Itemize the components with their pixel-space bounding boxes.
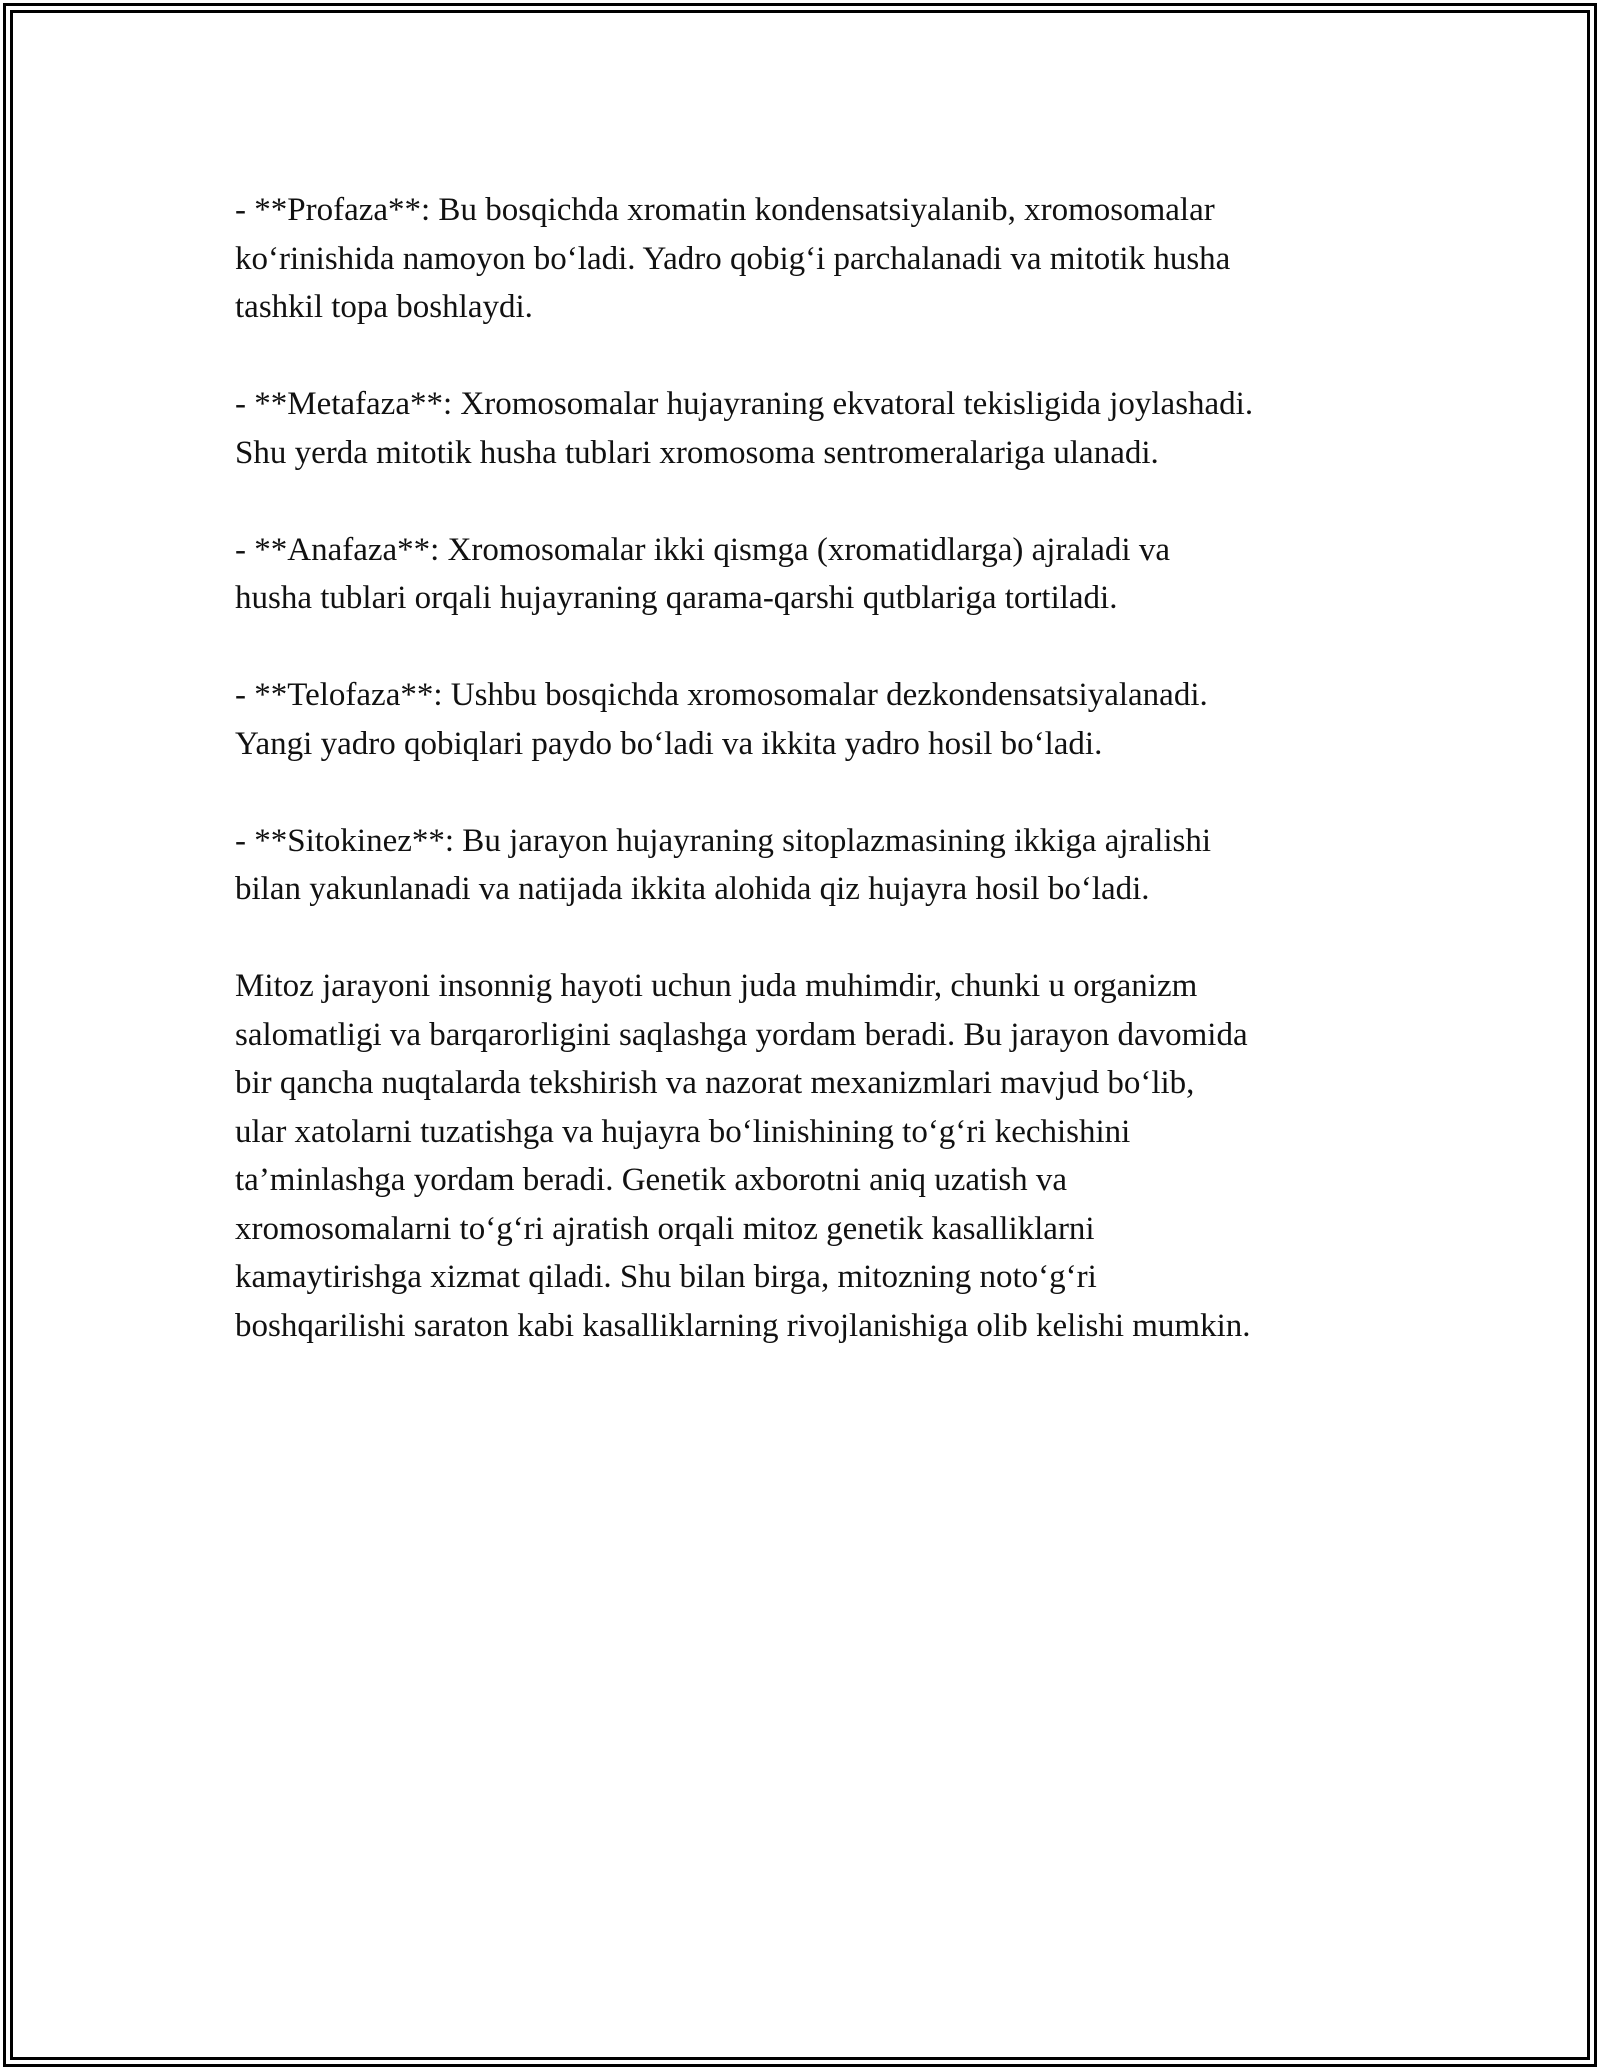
paragraph-anafaza — [235, 526, 1385, 623]
paragraph-metafaza — [235, 380, 1385, 477]
paragraph-sitokinez — [235, 817, 1385, 914]
text-line: - **Profaza**: Bu bosqichda xromatin kondensatsiyalanib, xromosomalar — [235, 192, 1215, 228]
text-line: kamaytirishga xizmat qiladi. Shu bilan birga, mitozning noto‘g‘ri — [235, 1259, 1097, 1295]
text-line: Shu yerda mitotik husha tublari xromosoma sentromeralariga ulanadi. — [235, 434, 1159, 471]
text-line: tashkil topa boshlaydi. — [235, 289, 533, 325]
text-line: - **Sitokinez**: Bu jarayon hujayraning sitoplazmasining ikkiga ajralishi — [235, 822, 1212, 859]
text-line: husha tublari orqali hujayraning qarama-qarshi qutblariga tortiladi. — [235, 580, 1118, 616]
document-body — [235, 186, 1385, 1350]
text-line: ular xatolarni tuzatishga va hujayra bo‘linishining to‘g‘ri kechishini — [235, 1113, 1131, 1150]
text-line: Yangi yadro qobiqlari paydo bo‘ladi va ikkita yadro hosil bo‘ladi. — [235, 725, 1103, 762]
text-line: xromosomalarni to‘g‘ri ajratish orqali mitoz genetik kasalliklarni — [235, 1210, 1095, 1247]
text-line: Mitoz jarayoni insonnig hayoti uchun juda muhimdir, chunki u organizm — [235, 968, 1198, 1004]
text-line: ko‘rinishida namoyon bo‘ladi. Yadro qobig‘i parchalanadi va mitotik husha — [235, 240, 1231, 277]
paragraph-profaza — [235, 186, 1385, 332]
paragraph-telofaza — [235, 671, 1385, 768]
paragraph-conclusion — [235, 962, 1385, 1350]
text-line: boshqarilishi saraton kabi kasalliklarning rivojlanishiga olib kelishi mumkin. — [235, 1307, 1251, 1344]
text-line: - **Telofaza**: Ushbu bosqichda xromosomalar dezkondensatsiyalanadi. — [235, 677, 1208, 713]
text-line: salomatligi va barqarorligini saqlashga yordam beradi. Bu jarayon davomida — [235, 1016, 1248, 1053]
text-line: ta’minlashga yordam beradi. Genetik axborotni aniq uzatish va — [235, 1162, 1068, 1198]
text-line: bilan yakunlanadi va natijada ikkita alohida qiz hujayra hosil bo‘ladi. — [235, 871, 1150, 907]
text-line: - **Anafaza**: Xromosomalar ikki qismga (xromatidlarga) ajraladi va — [235, 531, 1170, 568]
text-line: bir qancha nuqtalarda tekshirish va nazorat mexanizmlari mavjud bo‘lib, — [235, 1065, 1195, 1101]
text-line: - **Metafaza**: Xromosomalar hujayraning ekvatoral tekisligida joylashadi. — [235, 386, 1254, 422]
